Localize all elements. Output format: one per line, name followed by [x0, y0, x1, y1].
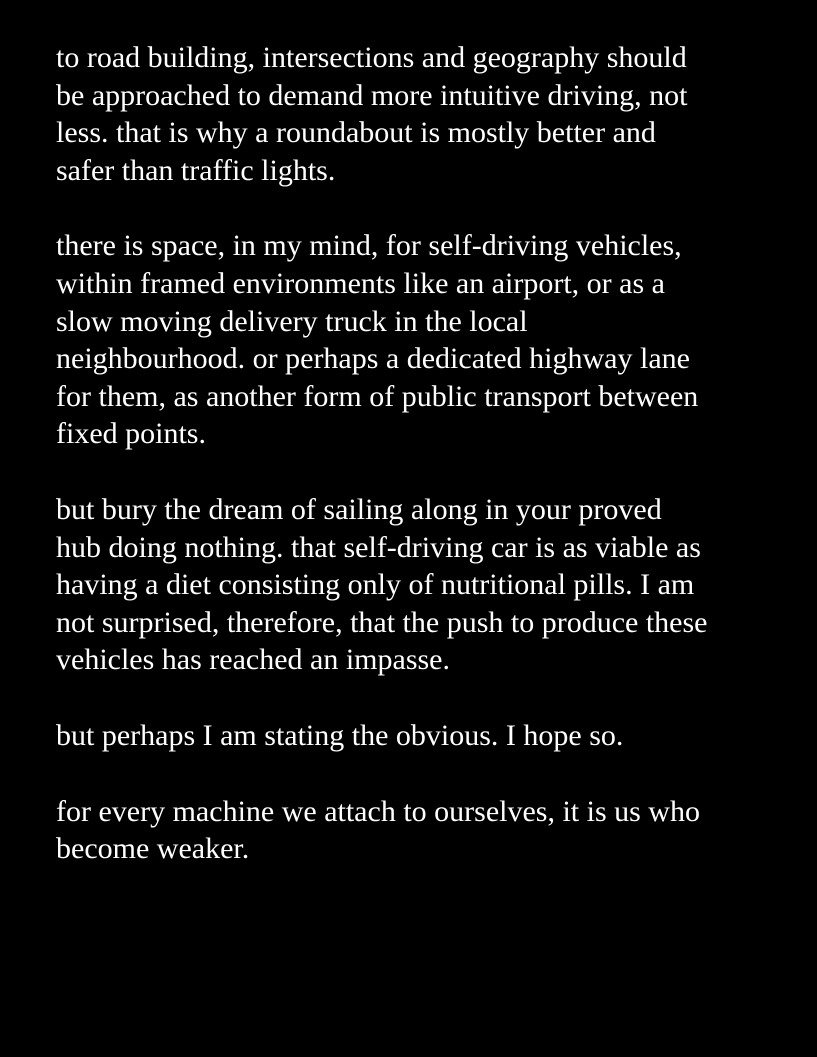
paragraph-machine-weaker: for every machine we attach to ourselves, it is us who become weaker. — [56, 794, 700, 866]
paragraph-roundabouts: to road building, intersections and geography should be approached to demand more intuitive driving, not less. that is why a roundabout is mostly better and safer than traffic lights. — [56, 41, 688, 187]
paragraph-stating-obvious: but perhaps I am stating the obvious. I hope so. — [56, 718, 624, 752]
paragraph-bury-the-dream: but bury the dream of sailing along in your proved hub doing nothing. that self-driving car is as viable as having a diet consisting only of nutritional pills. I am not surprised, therefore, that the push to produce these vehicles has reached an impasse. — [56, 492, 708, 677]
paragraph-self-driving-space: there is space, in my mind, for self-driving vehicles, within framed environments like an airport, or as a slow moving delivery truck in the local neighbourhood. or perhaps a dedicated highway lane for them, as another form of public transport between fixed points. — [56, 229, 699, 451]
